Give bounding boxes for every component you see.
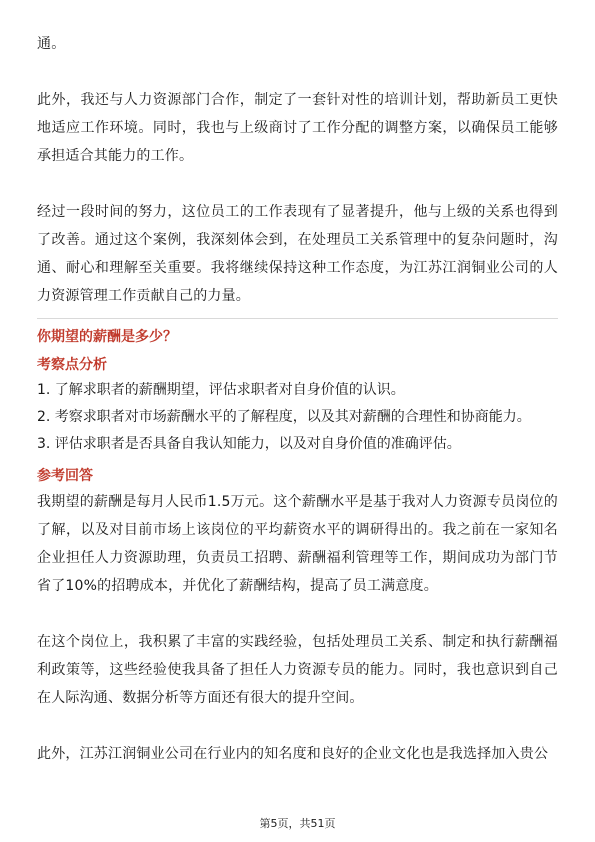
continued-text: 通。 [37, 36, 66, 52]
document-body [37, 30, 558, 768]
answer-heading: 参考回答 [37, 468, 93, 484]
page-number: 第5页，共51页 [259, 817, 336, 830]
analysis-item: 3. 评估求职者是否具备自我认知能力，以及对自身价值的准确评估。 [37, 436, 461, 452]
analysis-item: 2. 考察求职者对市场薪酬水平的了解程度，以及其对薪酬的合理性和协商能力。 [37, 409, 531, 425]
paragraph-result: 经过一段时间的努力，这位员工的工作表现有了显著提升，他与上级的关系也得到了改善。通过这个案例，我深刻体会到，在处理员工关系管理中的复杂问题时，沟通、耐心和理解至关重要。我将继续保持这种工作态度，为江苏江润铜业公司的人力资源管理工作贡献自己的力量。 [37, 204, 558, 304]
answer-paragraph: 在这个岗位上，我积累了丰富的实践经验，包括处理员工关系、制定和执行薪酬福利政策等，这些经验使我具备了担任人力资源专员的能力。同时，我也意识到自己在人际沟通、数据分析等方面还有很大的提升空间。 [37, 634, 558, 706]
analysis-heading: 考察点分析 [37, 357, 107, 373]
section-divider [37, 318, 558, 319]
analysis-item: 1. 了解求职者的薪酬期望，评估求职者对自身价值的认识。 [37, 382, 405, 398]
answer-paragraph: 我期望的薪酬是每月人民币1.5万元。这个薪酬水平是基于我对人力资源专员岗位的了解，以及对目前市场上该岗位的平均薪资水平的调研得出的。我之前在一家知名企业担任人力资源助理，负责员工招聘、薪酬福利管理等工作，期间成功为部门节省了10%的招聘成本，并优化了薪酬结构，提高了员工满意度。 [37, 494, 558, 594]
paragraph-training-plan: 此外，我还与人力资源部门合作，制定了一套针对性的培训计划，帮助新员工更快地适应工作环境。同时，我也与上级商讨了工作分配的调整方案，以确保员工能够承担适合其能力的工作。 [37, 92, 558, 164]
question-title: 你期望的薪酬是多少？ [37, 329, 177, 345]
answer-paragraph: 此外，江苏江润铜业公司在行业内的知名度和良好的企业文化也是我选择加入贵公 [37, 746, 549, 762]
